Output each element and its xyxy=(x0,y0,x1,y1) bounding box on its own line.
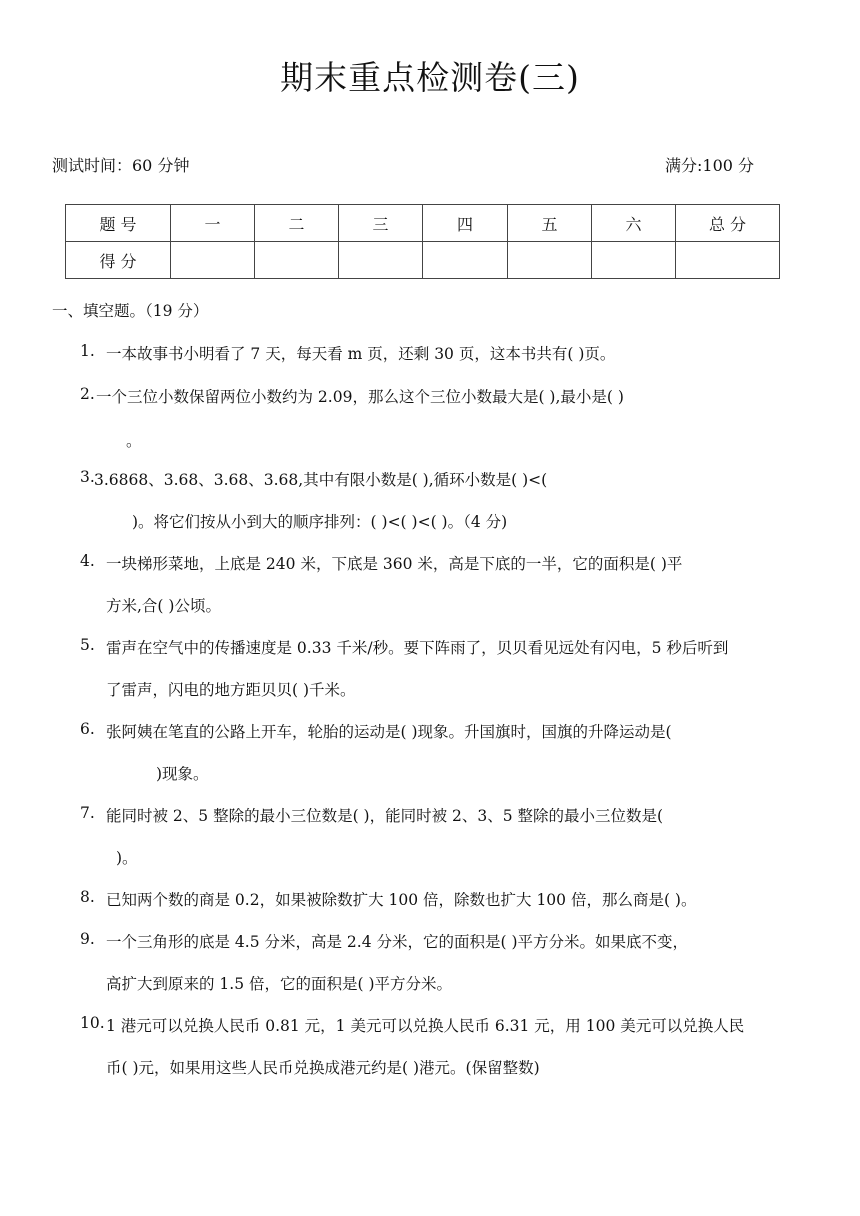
question-line: 能同时被 2、5 整除的最小三位数是( )，能同时被 2、3、5 整除的最小三位数是( xyxy=(106,807,664,825)
header-cell-question-number: 题 号 xyxy=(66,205,171,242)
header-cell-1: 一 xyxy=(171,205,255,242)
header-cell-2: 二 xyxy=(255,205,339,242)
test-time: 测试时间：60 分钟 xyxy=(52,156,190,175)
question-number: 10. xyxy=(80,1014,105,1032)
score-cell-6[interactable] xyxy=(592,242,676,279)
question-number: 6. xyxy=(80,720,95,738)
question-number: 8. xyxy=(80,888,95,906)
question-line: 已知两个数的商是 0.2，如果被除数扩大 100 倍，除数也扩大 100 倍，那么商是( )。 xyxy=(106,891,697,909)
score-cell-2[interactable] xyxy=(255,242,339,279)
question-number: 1. xyxy=(80,342,95,360)
question-number: 5. xyxy=(80,636,95,654)
score-table-score-row xyxy=(66,242,780,279)
page-title: 期末重点检测卷(三) xyxy=(280,58,580,97)
question-line: 一块梯形菜地，上底是 240 米，下底是 360 米，高是下底的一半，它的面积是( )平 xyxy=(106,555,683,573)
question-line: 一个三角形的底是 4.5 分米，高是 2.4 分米，它的面积是( )平方分米。如果底不变， xyxy=(106,933,689,951)
score-cell-3[interactable] xyxy=(339,242,423,279)
score-cell-5[interactable] xyxy=(508,242,592,279)
question-line: 了雷声，闪电的地方距贝贝( )千米。 xyxy=(106,681,356,699)
question-line: )。 xyxy=(116,849,138,867)
full-score: 满分:100 分 xyxy=(665,156,755,175)
question-line: 一本故事书小明看了 7 天，每天看 m 页，还剩 30 页，这本书共有( )页。 xyxy=(106,345,616,363)
header-cell-total: 总 分 xyxy=(676,205,780,242)
question-number: 4. xyxy=(80,552,95,570)
question-line: )。将它们按从小到大的顺序排列：( )<( )<( )。（4 分) xyxy=(132,513,508,531)
question-line: 高扩大到原来的 1.5 倍，它的面积是( )平方分米。 xyxy=(106,975,453,993)
question-number: 3. xyxy=(80,468,95,486)
question-line: 3.6868、3.68、3.68、3.68,其中有限小数是( ),循环小数是( )<( xyxy=(94,471,548,489)
header-cell-3: 三 xyxy=(339,205,423,242)
question-line: 。 xyxy=(126,432,142,450)
score-table xyxy=(65,204,780,279)
question-line: 张阿姨在笔直的公路上开车，轮胎的运动是( )现象。升国旗时，国旗的升降运动是( xyxy=(106,723,672,741)
question-line: 雷声在空气中的传播速度是 0.33 千米/秒。要下阵雨了，贝贝看见远处有闪电，5 秒后听到 xyxy=(106,639,729,657)
header-cell-4: 四 xyxy=(423,205,508,242)
question-line: 方米,合( )公顷。 xyxy=(106,597,221,615)
score-cell-1[interactable] xyxy=(171,242,255,279)
header-cell-5: 五 xyxy=(508,205,592,242)
question-number: 7. xyxy=(80,804,95,822)
question-line: )现象。 xyxy=(156,765,209,783)
score-cell-total[interactable] xyxy=(676,242,780,279)
header-cell-6: 六 xyxy=(592,205,676,242)
score-row-label: 得 分 xyxy=(66,242,171,279)
question-line: 1 港元可以兑换人民币 0.81 元，1 美元可以兑换人民币 6.31 元，用 100 美元可以兑换人民 xyxy=(106,1017,745,1035)
score-cell-4[interactable] xyxy=(423,242,508,279)
score-table-header-row xyxy=(66,205,780,242)
question-line: 币( )元，如果用这些人民币兑换成港元约是( )港元。(保留整数) xyxy=(106,1059,540,1077)
question-number: 9. xyxy=(80,930,95,948)
section-heading: 一、填空题。（19 分） xyxy=(52,302,209,320)
question-line: 一个三位小数保留两位小数约为 2.09，那么这个三位小数最大是( ),最小是( ) xyxy=(96,388,624,406)
question-number: 2. xyxy=(80,385,95,403)
